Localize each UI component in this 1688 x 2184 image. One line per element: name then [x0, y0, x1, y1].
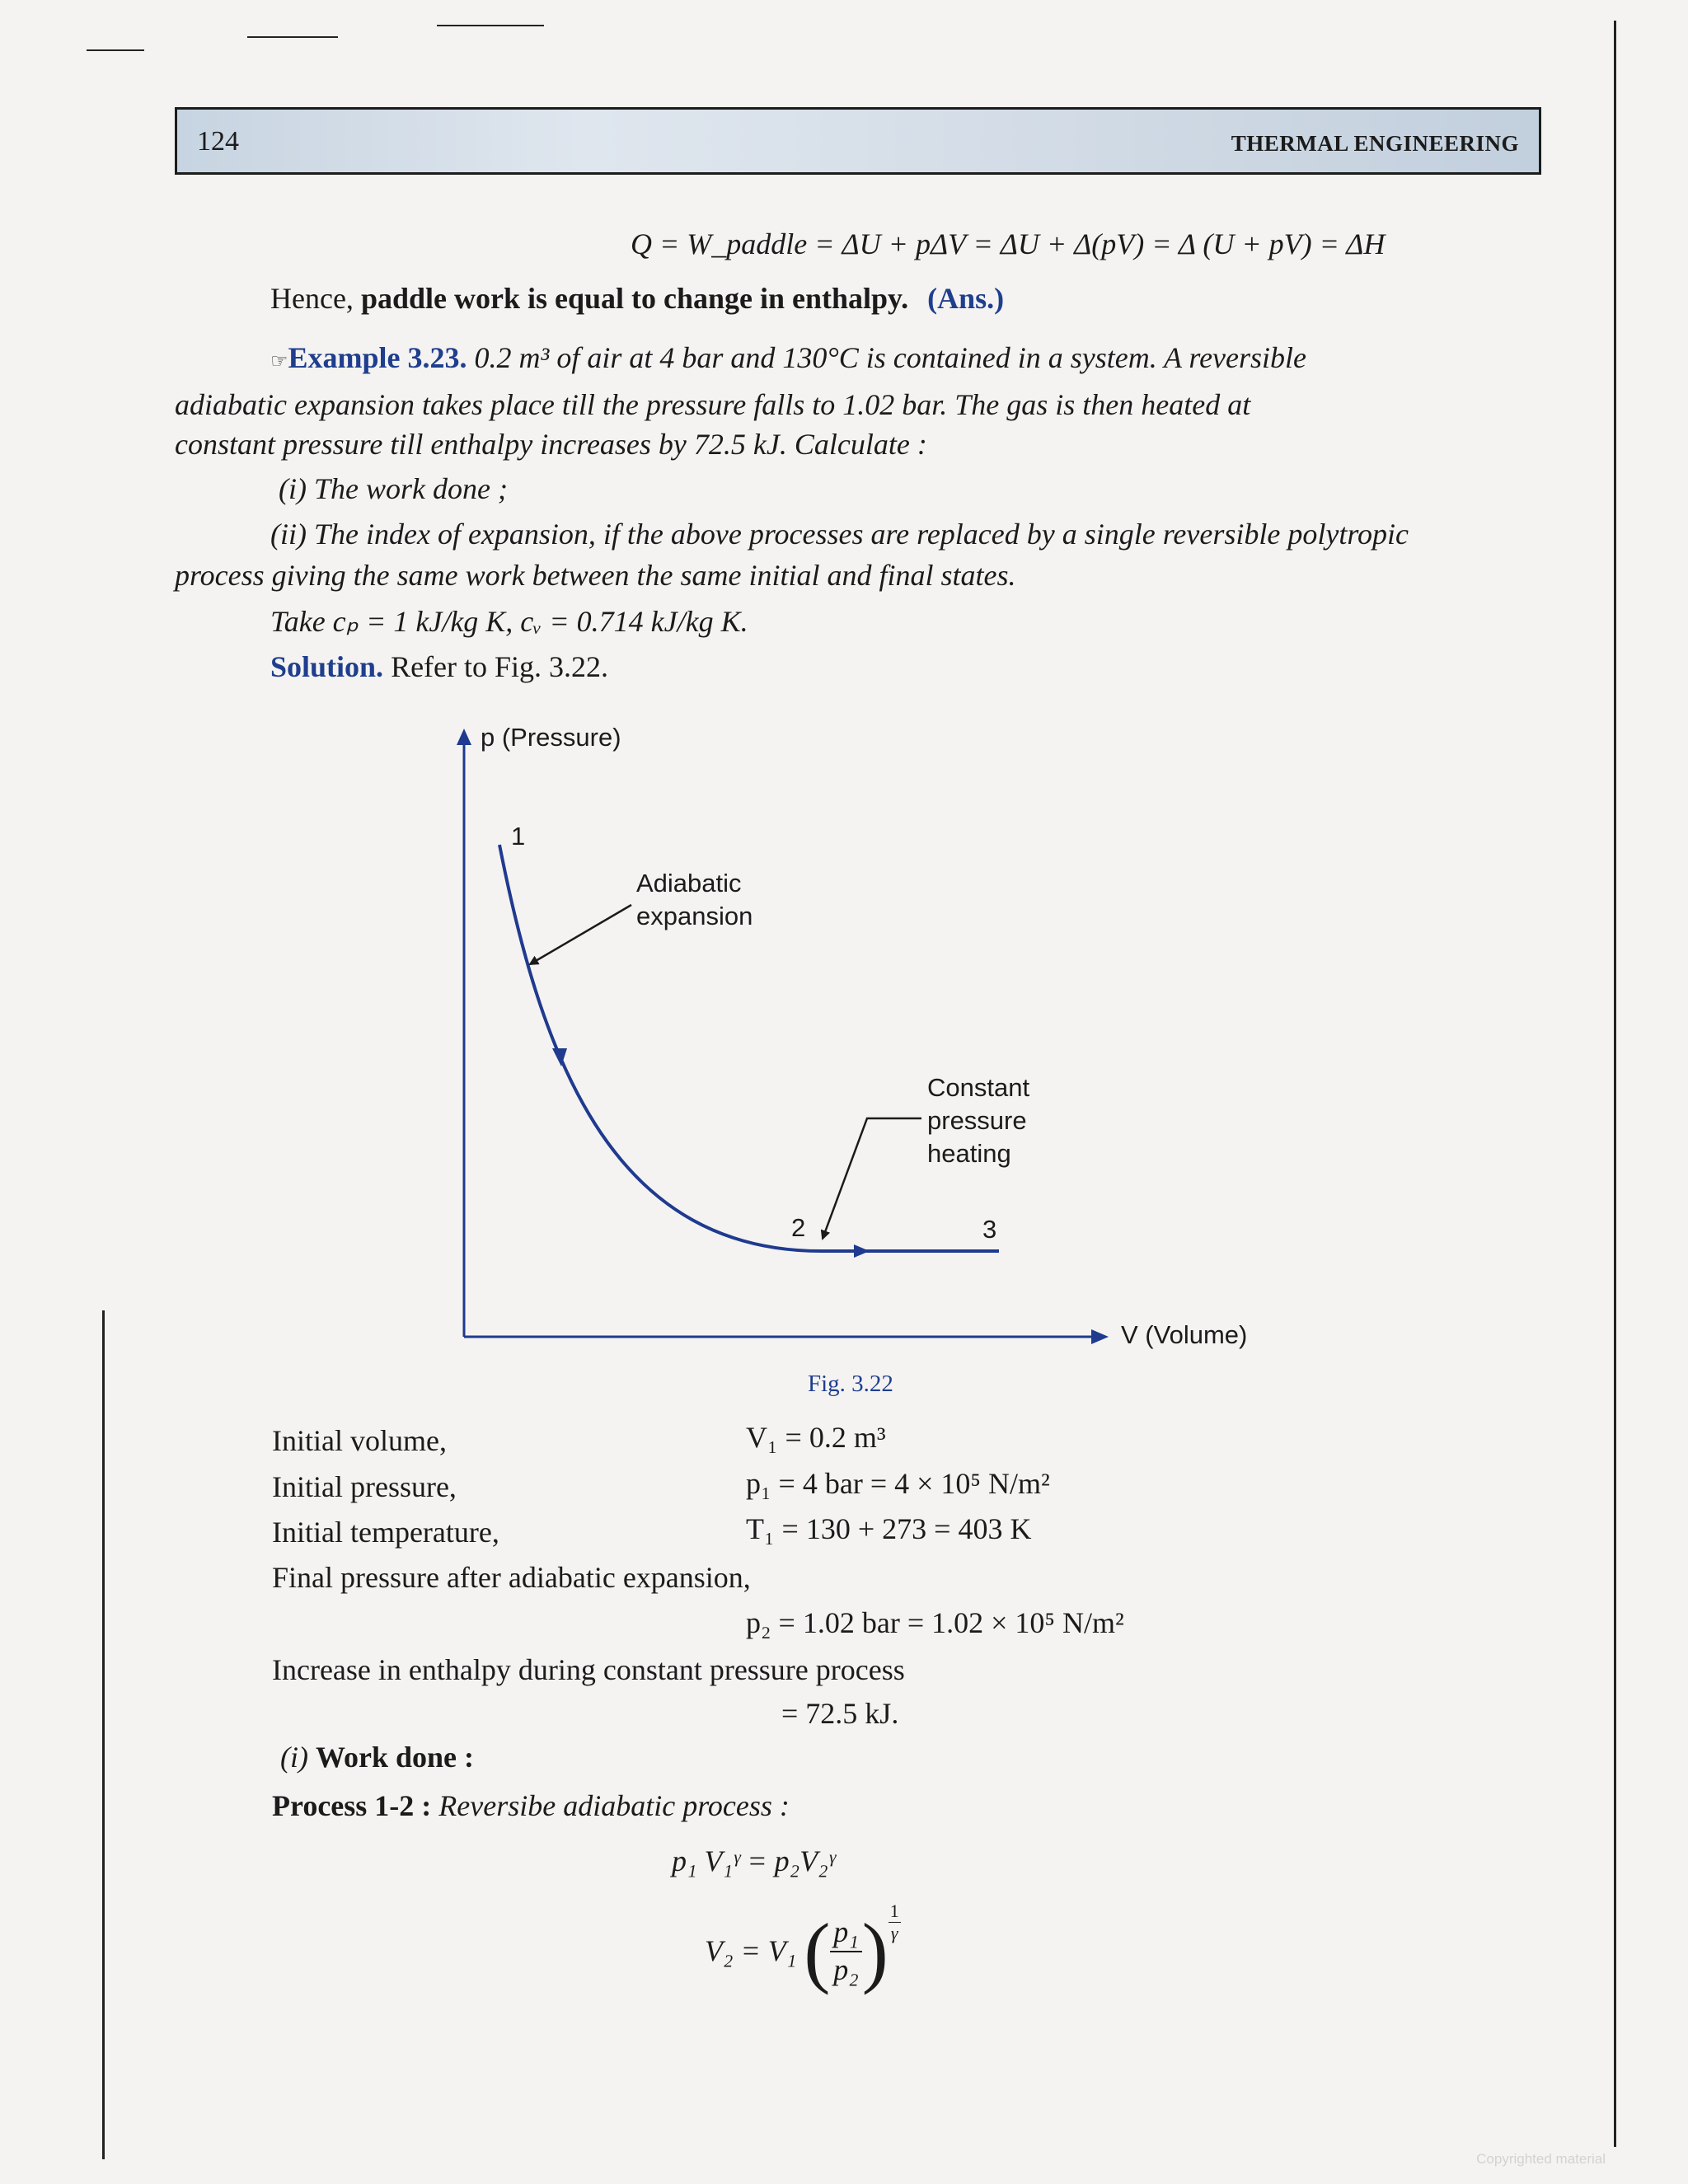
row-1-value: V₁ = 0.2 m³ — [746, 1421, 886, 1454]
adiabatic-pointer — [530, 905, 631, 964]
work-done-heading — [280, 1740, 474, 1775]
solution-line — [270, 649, 608, 685]
adiabatic-label-line-2: expansion — [636, 902, 753, 930]
work-done-prefix: (i) — [280, 1741, 308, 1774]
line-direction-arrow-icon — [854, 1244, 870, 1258]
x-axis-label: V (Volume) — [1121, 1320, 1248, 1349]
scan-edge-right — [1614, 21, 1616, 2147]
pressure-ratio — [830, 1915, 862, 1987]
take-values: Take cₚ = 1 kJ/kg K, cᵥ = 0.714 kJ/kg K. — [270, 605, 748, 638]
example-label: Example 3.23. — [288, 341, 467, 374]
row-5-value: = 72.5 kJ. — [781, 1697, 899, 1730]
exponent — [889, 1900, 901, 1945]
scan-edge-left — [102, 1310, 105, 2159]
x-axis-arrow-icon — [1091, 1329, 1109, 1344]
row-2-label: Initial pressure, — [272, 1470, 457, 1503]
y-axis-label: p (Pressure) — [481, 723, 621, 752]
example-line-2: adiabatic expansion takes place till the pressure falls to 1.02 bar. The gas is then heated at — [175, 388, 1251, 421]
scan-mark-top-2 — [247, 36, 338, 38]
process-label: Process 1-2 : — [272, 1789, 432, 1822]
process-heading — [272, 1788, 790, 1824]
page-header — [175, 107, 1541, 175]
adiabatic-equation: p₁ V₁ᵞ = p₂V₂ᵞ — [672, 1844, 835, 1877]
copyright-watermark: Copyrighted material — [1476, 2151, 1606, 2167]
answer-tag: (Ans.) — [927, 282, 1005, 315]
scan-mark-top — [87, 49, 144, 51]
running-head: THERMAL ENGINEERING — [1231, 131, 1519, 156]
item-2-line-2: process giving the same work between the same initial and final states. — [175, 559, 1016, 592]
right-paren: ) — [861, 1907, 889, 1995]
row-4-value: p₂ = 1.02 bar = 1.02 × 10⁵ N/m² — [746, 1606, 1124, 1639]
exponent-denominator: γ — [890, 1923, 898, 1944]
solution-label: Solution. — [270, 650, 384, 683]
point-1-label: 1 — [511, 822, 526, 851]
y-axis-arrow-icon — [457, 729, 471, 745]
constant-label-line-2: pressure — [927, 1106, 1027, 1135]
adiabatic-label-line-1: Adiabatic — [636, 869, 742, 898]
constant-label-line-1: Constant — [927, 1073, 1030, 1102]
item-2-line-1: (ii) The index of expansion, if the above processes are replaced by a single reversible polytropic — [270, 518, 1409, 551]
row-3-value: T₁ = 130 + 273 = 403 K — [746, 1512, 1032, 1545]
process-text: Reversibe adiabatic process : — [438, 1789, 790, 1822]
point-3-label: 3 — [982, 1215, 997, 1244]
row-2-value: p₁ = 4 bar = 4 × 10⁵ N/m² — [746, 1467, 1050, 1500]
solution-text: Refer to Fig. 3.22. — [391, 650, 609, 683]
row-4-label: Final pressure after adiabatic expansion, — [272, 1561, 751, 1594]
exponent-numerator: 1 — [889, 1900, 901, 1923]
figure-caption: Fig. 3.22 — [808, 1371, 893, 1397]
adiabatic-curve — [499, 845, 824, 1251]
row-5-label: Increase in enthalpy during constant pressure process — [272, 1653, 905, 1686]
scan-mark-top-3 — [437, 25, 544, 26]
hence-line — [270, 281, 1004, 316]
hence-statement: paddle work is equal to change in enthalpy. — [360, 282, 909, 315]
example-line-1 — [270, 340, 1306, 376]
curve-direction-arrow-icon — [552, 1048, 567, 1066]
pointing-hand-icon: ☞ — [270, 351, 288, 373]
enthalpy-equation: Q = W_paddle = ΔU + pΔV = ΔU + Δ(pV) = Δ (U + pV) = ΔH — [631, 227, 1386, 260]
v2-lhs: V₂ = V₁ — [705, 1934, 797, 1967]
example-line-3: constant pressure till enthalpy increases by 72.5 kJ. Calculate : — [175, 428, 927, 461]
constant-pointer — [823, 1118, 921, 1239]
left-paren: ( — [804, 1907, 831, 1995]
point-2-label: 2 — [791, 1213, 806, 1242]
example-text-1: 0.2 m³ of air at 4 bar and 130°C is contained in a system. A reversible — [474, 341, 1307, 374]
row-3-label: Initial temperature, — [272, 1516, 499, 1549]
ratio-denominator: p₂ — [833, 1952, 859, 1986]
item-1: (i) The work done ; — [279, 472, 508, 505]
ratio-numerator: p₁ — [830, 1915, 862, 1952]
constant-label-line-3: heating — [927, 1139, 1011, 1168]
row-1-label: Initial volume, — [272, 1424, 447, 1457]
work-done-label: Work done : — [315, 1741, 475, 1774]
page-number: 124 — [197, 126, 239, 157]
hence-prefix: Hence, — [270, 282, 354, 315]
v2-formula — [705, 1900, 901, 2011]
